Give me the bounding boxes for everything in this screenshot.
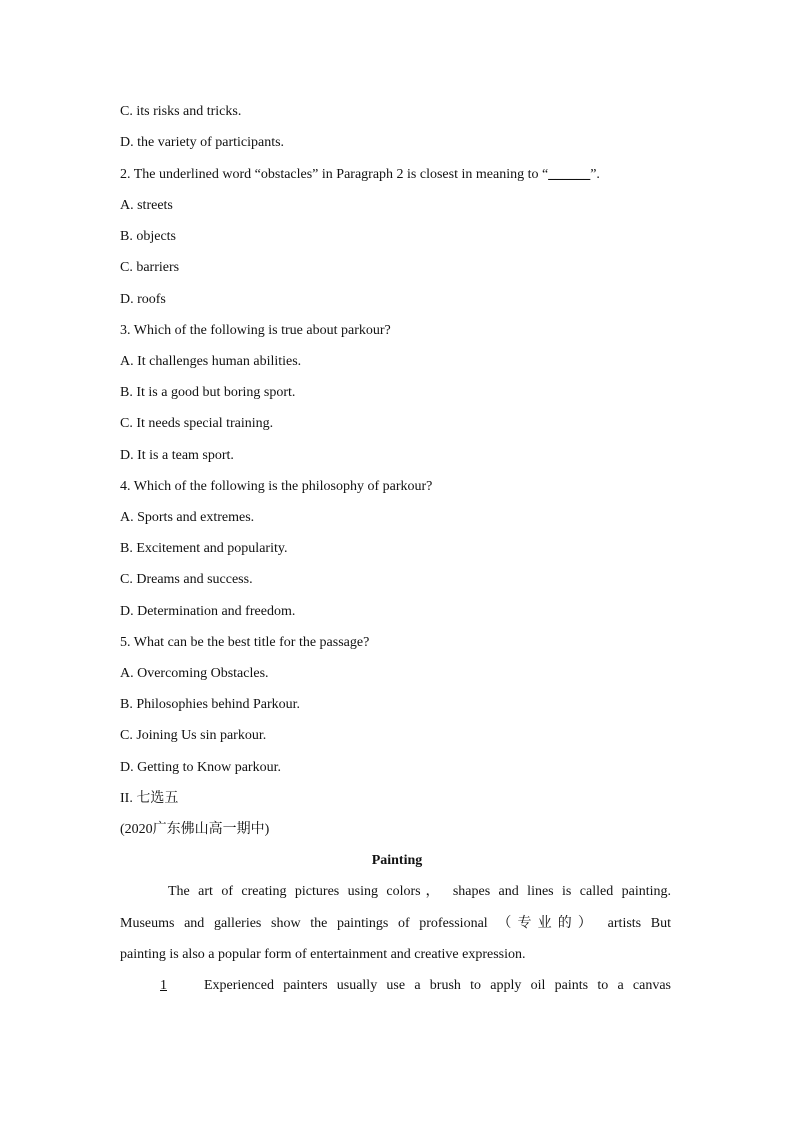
section-source: (2020广东佛山高一期中) [120, 822, 270, 837]
q5-option-d: D. Getting to Know parkour. [120, 760, 281, 775]
q3-option-c: C. It needs special training. [120, 416, 274, 431]
passage-p2-line1-text: Experienced painters usually use a brush to apply oil paints to a canvas [204, 978, 671, 993]
q2-option-a: A. streets [120, 198, 173, 213]
q5-stem: 5. What can be the best title for the passage? [120, 635, 370, 650]
blank-1-number: 1 [160, 978, 167, 993]
passage-p1-line2: Museums and galleries show the paintings of professional （专业的） artists But [120, 916, 671, 931]
q4-option-b: B. Excitement and popularity. [120, 541, 288, 556]
q2-option-b: B. objects [120, 229, 176, 244]
q4-option-c: C. Dreams and success. [120, 572, 253, 587]
q4-stem: 4. Which of the following is the philosophy of parkour? [120, 479, 433, 494]
q4-option-d: D. Determination and freedom. [120, 604, 296, 619]
passage-title: Painting [371, 853, 423, 868]
q1-option-d: D. the variety of participants. [120, 135, 285, 150]
q1-option-c: C. its risks and tricks. [120, 104, 242, 119]
q2-stem-before: 2. The underlined word “obstacles” in Paragraph 2 is closest in meaning to “ [120, 167, 549, 182]
q5-option-b: B. Philosophies behind Parkour. [120, 697, 301, 712]
q2-option-c: C. barriers [120, 260, 180, 275]
q5-option-c: C. Joining Us sin parkour. [120, 728, 267, 743]
q2-stem [120, 166, 600, 184]
q2-stem-after: ”. [590, 167, 600, 182]
q2-blank: ______ [548, 167, 591, 182]
q3-option-a: A. It challenges human abilities. [120, 354, 302, 369]
q2-option-d: D. roofs [120, 292, 166, 307]
passage-p1-line3: painting is also a popular form of entertainment and creative expression. [120, 947, 526, 962]
q3-option-b: B. It is a good but boring sport. [120, 385, 296, 400]
section-heading: II. 七选五 [120, 791, 179, 806]
q3-stem: 3. Which of the following is true about parkour? [120, 323, 391, 338]
q3-option-d: D. It is a team sport. [120, 448, 234, 463]
passage-p1-line1: The art of creating pictures using colors， shapes and lines is called painting. [168, 884, 671, 899]
passage-p2-line1 [160, 977, 671, 995]
q5-option-a: A. Overcoming Obstacles. [120, 666, 269, 681]
q4-option-a: A. Sports and extremes. [120, 510, 255, 525]
